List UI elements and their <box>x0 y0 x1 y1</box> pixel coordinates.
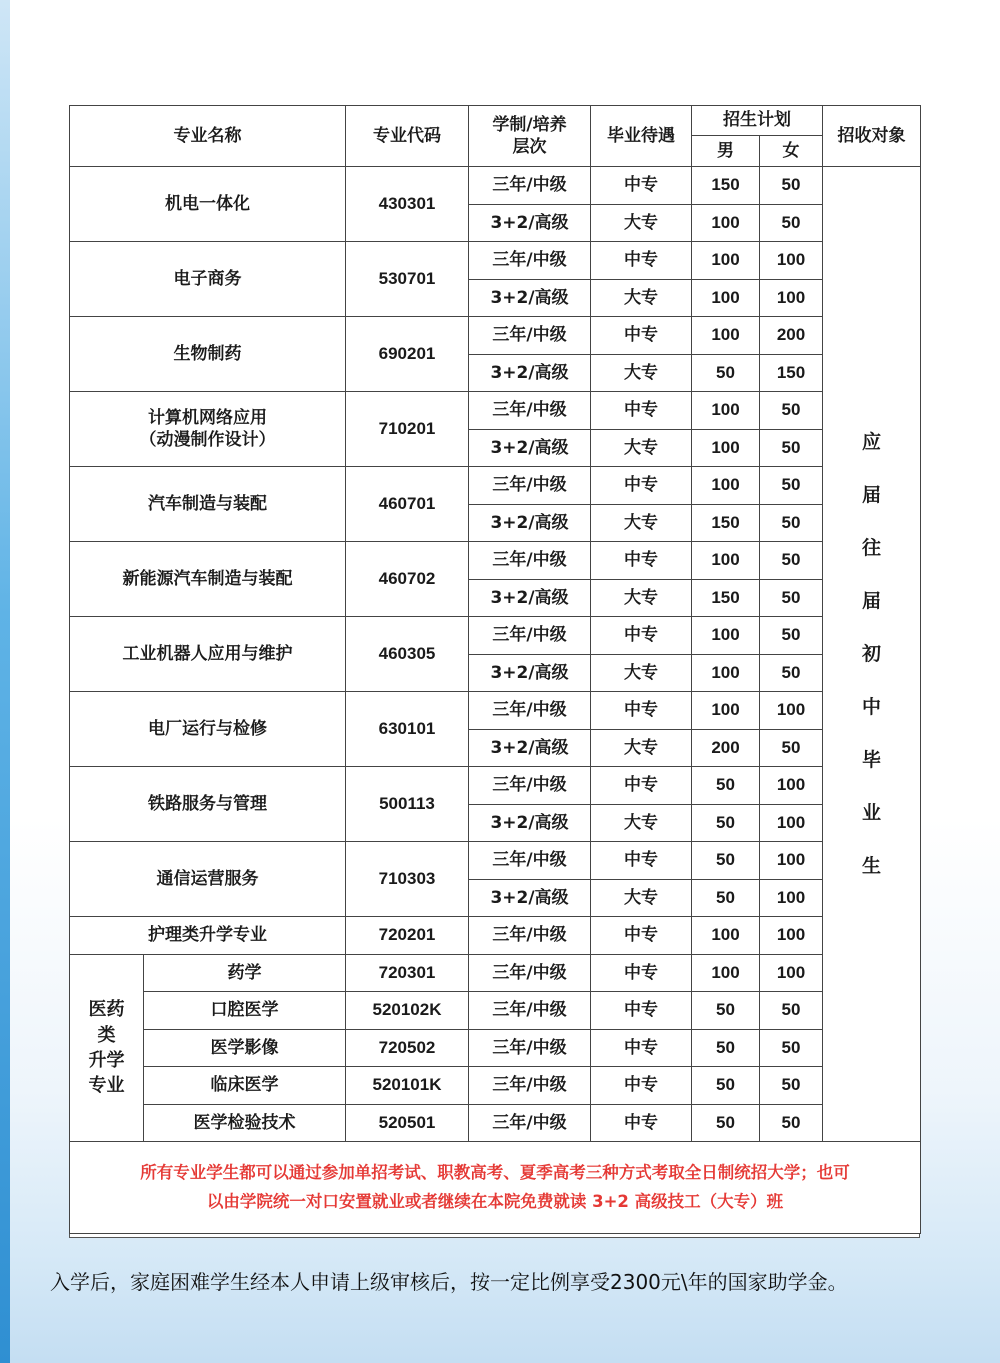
treatment-cell: 中专 <box>591 317 692 355</box>
nursing-name: 护理类升学专业 <box>70 917 346 955</box>
major-code: 710303 <box>346 842 469 917</box>
medical-group-label-part: 升学 <box>88 1049 125 1071</box>
target-char: 届 <box>861 483 881 506</box>
female-count: 50 <box>760 654 823 692</box>
medical-group-label-part: 医药 <box>88 999 125 1021</box>
level-cell: 三年/中级 <box>469 692 591 730</box>
treatment-cell: 中专 <box>591 467 692 505</box>
major-name <box>70 617 346 692</box>
major-code: 460702 <box>346 542 469 617</box>
medical-group-label <box>70 954 144 1142</box>
level-cell: 三年/中级 <box>469 842 591 880</box>
female-count: 100 <box>760 917 823 955</box>
medical-major-code: 520501 <box>346 1104 469 1142</box>
treatment-cell: 中专 <box>591 1029 692 1067</box>
level-cell: 3+2/高级 <box>469 504 591 542</box>
major-name <box>70 467 346 542</box>
male-count: 50 <box>692 1104 760 1142</box>
major-name <box>70 317 346 392</box>
male-count: 100 <box>692 467 760 505</box>
level-cell: 3+2/高级 <box>469 204 591 242</box>
major-name <box>70 542 346 617</box>
level-cell: 三年/中级 <box>469 917 591 955</box>
note-line2: 以由学院统一对口安置就业或者继续在本院免费就读 3+2 高级技工（大专）班 <box>206 1191 784 1211</box>
medical-major-name: 临床医学 <box>144 1067 346 1105</box>
major-code: 430301 <box>346 167 469 242</box>
male-count: 100 <box>692 954 760 992</box>
treatment-cell: 中专 <box>591 692 692 730</box>
female-count: 50 <box>760 429 823 467</box>
female-count: 50 <box>760 1067 823 1105</box>
medical-group-label-part: 类 <box>97 1024 116 1046</box>
male-count: 50 <box>692 842 760 880</box>
medical-major-name: 口腔医学 <box>144 992 346 1030</box>
major-code: 630101 <box>346 692 469 767</box>
treatment-cell: 中专 <box>591 1067 692 1105</box>
level-cell: 三年/中级 <box>469 542 591 580</box>
medical-group-label-part: 专业 <box>88 1074 125 1096</box>
female-count: 50 <box>760 504 823 542</box>
target-char: 毕 <box>861 748 881 771</box>
level-cell: 三年/中级 <box>469 1104 591 1142</box>
major-name <box>70 842 346 917</box>
female-count: 100 <box>760 879 823 917</box>
table-row-medical <box>70 1029 921 1067</box>
medical-major-name: 医学检验技术 <box>144 1104 346 1142</box>
header-code: 专业代码 <box>346 106 469 167</box>
female-count: 100 <box>760 242 823 280</box>
level-cell: 三年/中级 <box>469 242 591 280</box>
treatment-cell: 中专 <box>591 992 692 1030</box>
level-cell: 三年/中级 <box>469 167 591 205</box>
treatment-cell: 中专 <box>591 917 692 955</box>
table-row <box>70 392 921 430</box>
major-name-line2: （动漫制作设计） <box>139 430 276 450</box>
header-treatment: 毕业待遇 <box>591 106 692 167</box>
female-count: 200 <box>760 317 823 355</box>
major-name <box>70 392 346 467</box>
treatment-cell: 大专 <box>591 579 692 617</box>
treatment-cell: 中专 <box>591 1104 692 1142</box>
treatment-cell: 中专 <box>591 617 692 655</box>
level-cell: 3+2/高级 <box>469 879 591 917</box>
male-count: 50 <box>692 354 760 392</box>
level-cell: 3+2/高级 <box>469 804 591 842</box>
major-code: 500113 <box>346 767 469 842</box>
level-cell: 三年/中级 <box>469 467 591 505</box>
male-count: 50 <box>692 992 760 1030</box>
treatment-cell: 大专 <box>591 504 692 542</box>
male-count: 50 <box>692 767 760 805</box>
note-row <box>70 1142 921 1234</box>
major-name <box>70 242 346 317</box>
major-name-line1: 计算机网络应用 <box>148 407 267 428</box>
male-count: 50 <box>692 879 760 917</box>
header-female: 女 <box>760 136 823 167</box>
enrollment-table <box>69 105 921 1234</box>
header-male: 男 <box>692 136 760 167</box>
level-cell: 三年/中级 <box>469 992 591 1030</box>
female-count: 100 <box>760 954 823 992</box>
target-char: 届 <box>861 589 881 612</box>
level-cell: 3+2/高级 <box>469 429 591 467</box>
major-name-line1: 生物制药 <box>173 343 242 364</box>
header-system <box>469 106 591 167</box>
header-system-line1: 学制/培养 <box>492 114 567 135</box>
left-decorative-stripe <box>0 0 10 1363</box>
level-cell: 三年/中级 <box>469 392 591 430</box>
level-cell: 三年/中级 <box>469 1029 591 1067</box>
target-char: 生 <box>861 854 881 877</box>
level-cell: 三年/中级 <box>469 1067 591 1105</box>
level-cell: 3+2/高级 <box>469 354 591 392</box>
medical-major-code: 520102K <box>346 992 469 1030</box>
table-row <box>70 242 921 280</box>
table-row-medical <box>70 954 921 992</box>
treatment-cell: 中专 <box>591 167 692 205</box>
medical-major-name: 药学 <box>144 954 346 992</box>
major-name <box>70 692 346 767</box>
target-char: 中 <box>861 695 881 718</box>
major-name-line1: 电厂运行与检修 <box>148 718 267 739</box>
treatment-cell: 大专 <box>591 654 692 692</box>
treatment-cell: 中专 <box>591 767 692 805</box>
table-row <box>70 167 921 205</box>
medical-major-code: 720301 <box>346 954 469 992</box>
treatment-cell: 大专 <box>591 429 692 467</box>
female-count: 50 <box>760 617 823 655</box>
level-cell: 3+2/高级 <box>469 729 591 767</box>
treatment-cell: 大专 <box>591 279 692 317</box>
footer-note: 入学后，家庭困难学生经本人申请上级审核后，按一定比例享受2300元\年的国家助学金。 <box>50 1270 848 1294</box>
nursing-code: 720201 <box>346 917 469 955</box>
treatment-cell: 大专 <box>591 804 692 842</box>
treatment-cell: 中专 <box>591 842 692 880</box>
male-count: 150 <box>692 579 760 617</box>
major-name-line1: 机电一体化 <box>165 193 250 214</box>
target-char: 初 <box>861 642 881 665</box>
level-cell: 三年/中级 <box>469 954 591 992</box>
male-count: 100 <box>692 204 760 242</box>
target-char: 往 <box>861 536 881 559</box>
target-audience <box>823 167 921 1142</box>
table-row <box>70 842 921 880</box>
female-count: 50 <box>760 204 823 242</box>
female-count: 100 <box>760 692 823 730</box>
table-row <box>70 692 921 730</box>
medical-major-code: 520101K <box>346 1067 469 1105</box>
female-count: 50 <box>760 579 823 617</box>
male-count: 100 <box>692 429 760 467</box>
major-code: 460701 <box>346 467 469 542</box>
major-name-line1: 汽车制造与装配 <box>148 493 267 514</box>
male-count: 100 <box>692 654 760 692</box>
treatment-cell: 大专 <box>591 354 692 392</box>
female-count: 100 <box>760 804 823 842</box>
major-name-line1: 工业机器人应用与维护 <box>122 643 293 664</box>
level-cell: 三年/中级 <box>469 617 591 655</box>
female-count: 50 <box>760 167 823 205</box>
male-count: 200 <box>692 729 760 767</box>
treatment-cell: 中专 <box>591 542 692 580</box>
note-cell <box>70 1142 921 1234</box>
female-count: 50 <box>760 542 823 580</box>
treatment-cell: 中专 <box>591 242 692 280</box>
table-row <box>70 617 921 655</box>
male-count: 100 <box>692 279 760 317</box>
male-count: 100 <box>692 617 760 655</box>
male-count: 100 <box>692 692 760 730</box>
major-name-line1: 通信运营服务 <box>156 868 259 889</box>
header-target: 招收对象 <box>823 106 921 167</box>
major-name-line1: 铁路服务与管理 <box>148 793 267 814</box>
medical-major-name: 医学影像 <box>144 1029 346 1067</box>
table-row <box>70 467 921 505</box>
treatment-cell: 大专 <box>591 729 692 767</box>
table-row-medical <box>70 1104 921 1142</box>
male-count: 150 <box>692 167 760 205</box>
female-count: 150 <box>760 354 823 392</box>
header-major: 专业名称 <box>70 106 346 167</box>
table-row-nursing <box>70 917 921 955</box>
table-row-medical <box>70 1067 921 1105</box>
female-count: 50 <box>760 392 823 430</box>
table-row <box>70 542 921 580</box>
male-count: 50 <box>692 1029 760 1067</box>
male-count: 100 <box>692 242 760 280</box>
medical-major-code: 720502 <box>346 1029 469 1067</box>
table-row <box>70 317 921 355</box>
level-cell: 三年/中级 <box>469 767 591 805</box>
female-count: 50 <box>760 992 823 1030</box>
treatment-cell: 大专 <box>591 879 692 917</box>
target-char: 应 <box>861 430 881 453</box>
female-count: 100 <box>760 842 823 880</box>
level-cell: 3+2/高级 <box>469 279 591 317</box>
major-code: 710201 <box>346 392 469 467</box>
header-system-line2: 层次 <box>512 137 547 157</box>
target-char: 业 <box>861 801 881 824</box>
female-count: 50 <box>760 467 823 505</box>
female-count: 50 <box>760 729 823 767</box>
level-cell: 3+2/高级 <box>469 579 591 617</box>
major-name <box>70 767 346 842</box>
female-count: 100 <box>760 279 823 317</box>
male-count: 100 <box>692 542 760 580</box>
male-count: 100 <box>692 317 760 355</box>
male-count: 100 <box>692 392 760 430</box>
major-code: 530701 <box>346 242 469 317</box>
female-count: 50 <box>760 1029 823 1067</box>
treatment-cell: 中专 <box>591 954 692 992</box>
treatment-cell: 大专 <box>591 204 692 242</box>
female-count: 50 <box>760 1104 823 1142</box>
male-count: 50 <box>692 804 760 842</box>
table-row-medical <box>70 992 921 1030</box>
major-name <box>70 167 346 242</box>
male-count: 50 <box>692 1067 760 1105</box>
level-cell: 3+2/高级 <box>469 654 591 692</box>
level-cell: 三年/中级 <box>469 317 591 355</box>
header-row-top <box>70 106 921 136</box>
treatment-cell: 中专 <box>591 392 692 430</box>
major-code: 690201 <box>346 317 469 392</box>
major-name-line1: 新能源汽车制造与装配 <box>122 568 293 589</box>
major-name-line1: 电子商务 <box>173 268 242 289</box>
note-line1: 所有专业学生都可以通过参加单招考试、职教高考、夏季高考三种方式考取全日制统招大学；也可 <box>140 1162 850 1182</box>
major-code: 460305 <box>346 617 469 692</box>
header-plan: 招生计划 <box>692 106 823 136</box>
male-count: 100 <box>692 917 760 955</box>
female-count: 100 <box>760 767 823 805</box>
table-row <box>70 767 921 805</box>
male-count: 150 <box>692 504 760 542</box>
